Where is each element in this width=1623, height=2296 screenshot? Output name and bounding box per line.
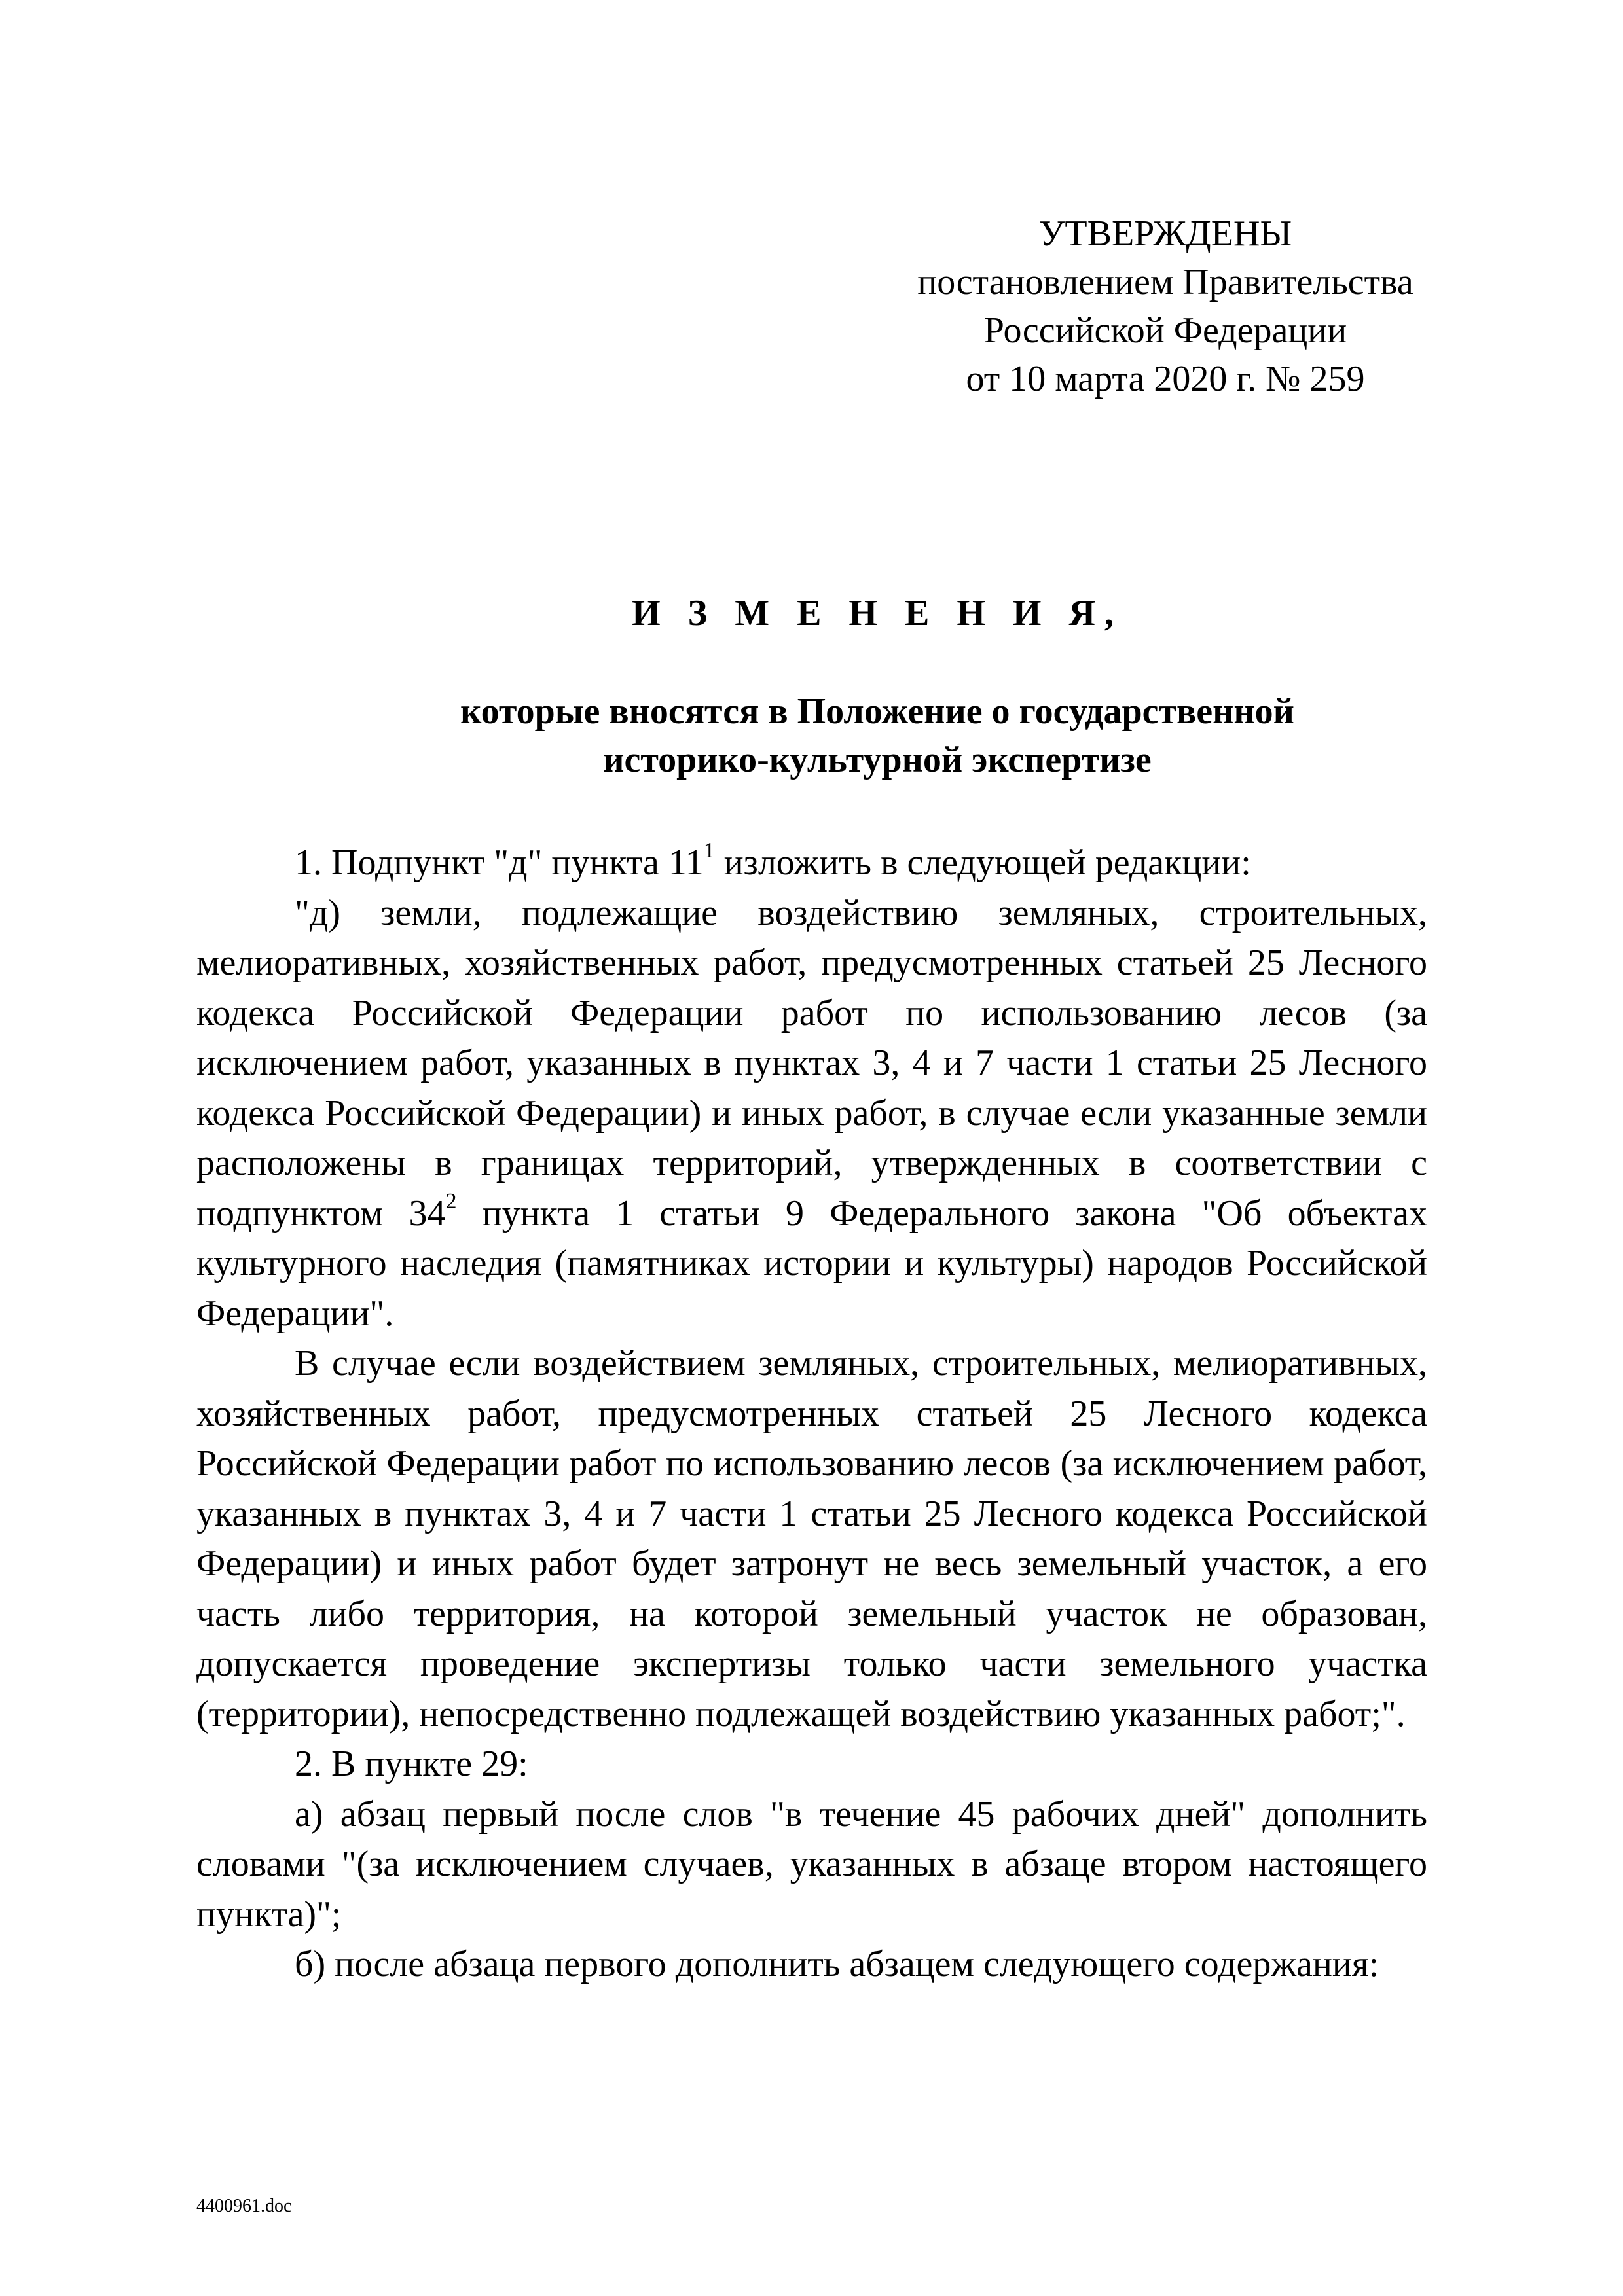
paragraph-3: В случае если воздействием земляных, строительных, мелиоративных, хозяйственных работ, предусмотренных статьей 25 Лесного кодекса Российской Федерации работ по использованию лесов (за исключением работ, указанных в пунктах 3, 4 и 7 части 1 статьи 25 Лесного кодекса Российской Федерации) и иных работ будет затронут не весь земельный участок, а его часть либо территория, на которой земельный участок не образован, допускается проведение экспертизы только части земельного участка (территории), непосредственно подлежащей воздействию указанных работ;". (196, 1343, 1427, 1734)
paragraph-2-text-b: пункта 1 статьи 9 Федерального закона "Об объектах культурного наследия (памятниках истории и культуры) народов Российской Федерации". (196, 1193, 1427, 1334)
paragraph-6: б) после абзаца первого дополнить абзацем следующего содержания: (295, 1944, 1379, 1984)
paragraph-5: а) абзац первый после слов "в течение 45 рабочих дней" дополнить словами "(за исключением случаев, указанных в абзаце втором настоящего пункта)"; (196, 1793, 1427, 1935)
approval-line-3: от 10 марта 2020 г. № 259 (966, 359, 1365, 399)
paragraph-1-text-b: изложить в следующей редакции: (714, 842, 1251, 883)
paragraph-2-text-a: "д) земли, подлежащие воздействию земляных, строительных, мелиоративных, хозяйственных работ, предусмотренных статьей 25 Лесного кодекса Российской Федерации работ по использованию лесов (за исключением работ, указанных в пунктах 3, 4 и 7 части 1 статьи 25 Лесного кодекса Российской Федерации) и иных работ, в случае если указанные земли расположены в границах территорий, утвержденных в соответствии с подпунктом 34 (196, 892, 1427, 1234)
heading-subtitle-line-1: которые вносятся в Положение о государственной (460, 691, 1294, 732)
heading-title: И З М Е Н Е Н И Я, (632, 593, 1123, 634)
paragraph-1-superscript: 1 (703, 838, 715, 863)
paragraph-2 (196, 888, 1427, 1339)
paragraph-1-text-a: 1. Подпункт "д" пункта 11 (295, 842, 704, 883)
approval-block (877, 209, 1453, 403)
paragraph-1 (196, 838, 1427, 888)
heading-subtitle-line-2: историко-культурной экспертизе (603, 740, 1152, 780)
approval-line-1: постановлением Правительства (917, 262, 1413, 302)
approval-title: УТВЕРЖДЕНЫ (1038, 213, 1292, 254)
paragraph-2-superscript: 2 (445, 1189, 457, 1213)
document-body (196, 838, 1427, 1990)
footer-doc-id: 4400961.doc (196, 2196, 292, 2216)
paragraph-4: 2. В пункте 29: (295, 1744, 528, 1784)
document-heading (196, 589, 1558, 784)
approval-line-2: Российской Федерации (983, 310, 1347, 351)
